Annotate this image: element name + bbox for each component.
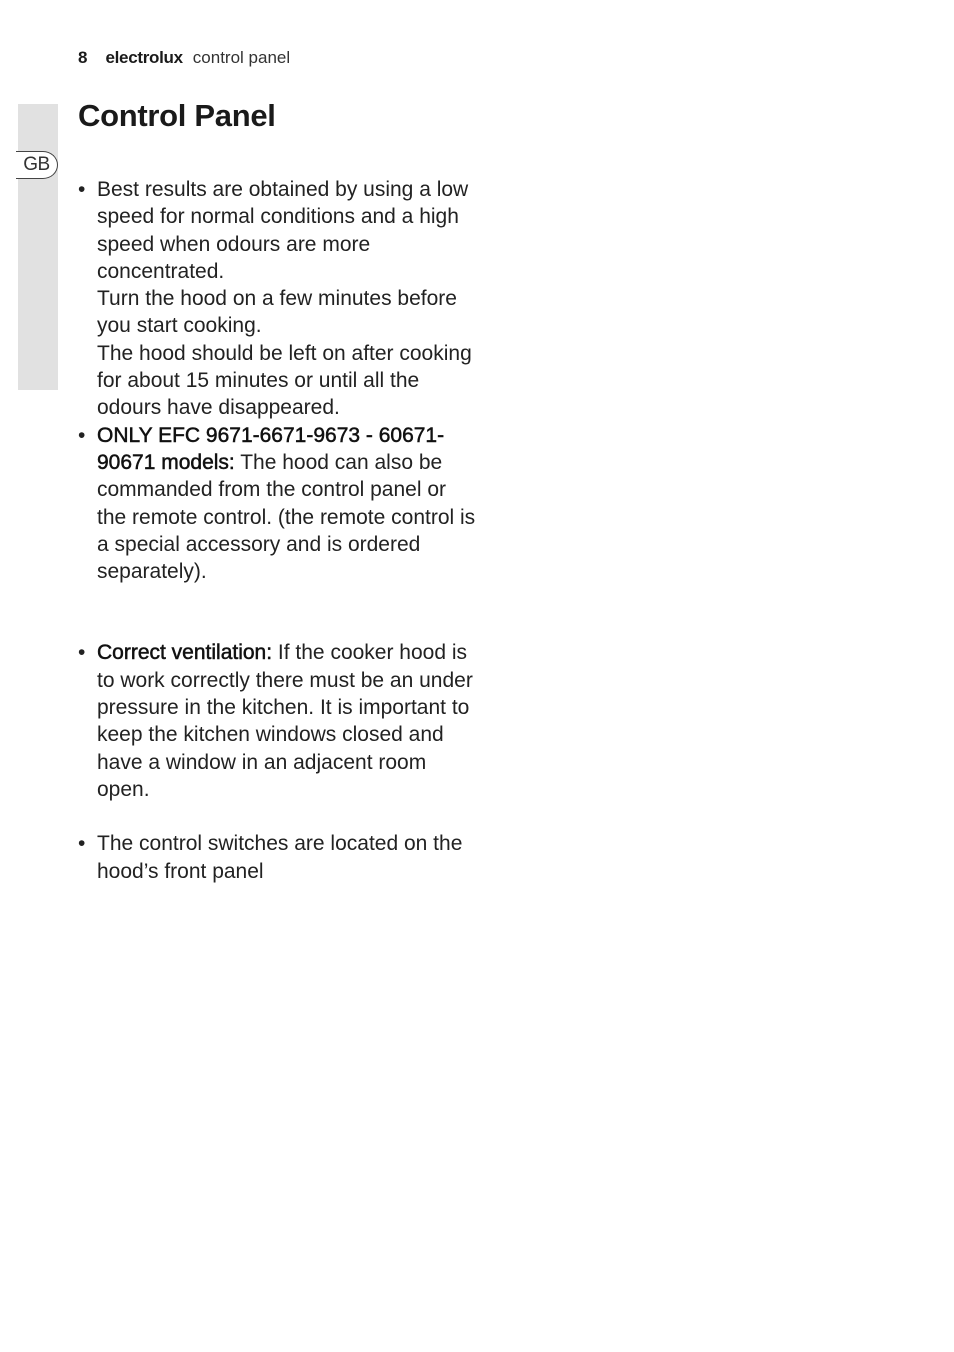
ventilation-lead: Correct ventilation: <box>97 641 273 665</box>
page-title: Control Panel <box>78 98 276 133</box>
item-text: If the cooker hood is to work correctly there must be an under pressure in the kitchen. It is important to keep the kitchen windows closed and have a window in an adjacent room open. <box>97 641 473 801</box>
paragraph: The hood should be left on after cooking for about 15 minutes or until all the odours have disappeared. <box>97 341 472 420</box>
brand-name: electrolux <box>105 48 183 67</box>
list-item <box>78 639 478 803</box>
item-text: The hood can also be commanded from the control panel or the remote control. (the remote control is a special accessory and is ordered separately). <box>97 450 476 584</box>
list-item <box>78 422 478 586</box>
paragraph: • Best results are obtained by using a low speed for normal conditions and a high speed when odours are more concentrated. <box>97 178 469 283</box>
list-item <box>78 176 478 422</box>
running-header <box>78 48 290 68</box>
language-badge: GB <box>16 151 58 179</box>
instruction-list <box>78 176 478 885</box>
paragraph: Turn the hood on a few minutes before you start cooking. <box>97 287 457 338</box>
list-item <box>78 830 478 885</box>
item-text: The control switches are located on the hood’s front panel <box>97 832 463 883</box>
section-name: control panel <box>192 48 291 67</box>
language-side-tab <box>18 104 58 390</box>
models-lead: ONLY EFC 9671-6671-9673 - 60671-90671 models: <box>97 423 445 474</box>
page-number: 8 <box>78 48 88 67</box>
